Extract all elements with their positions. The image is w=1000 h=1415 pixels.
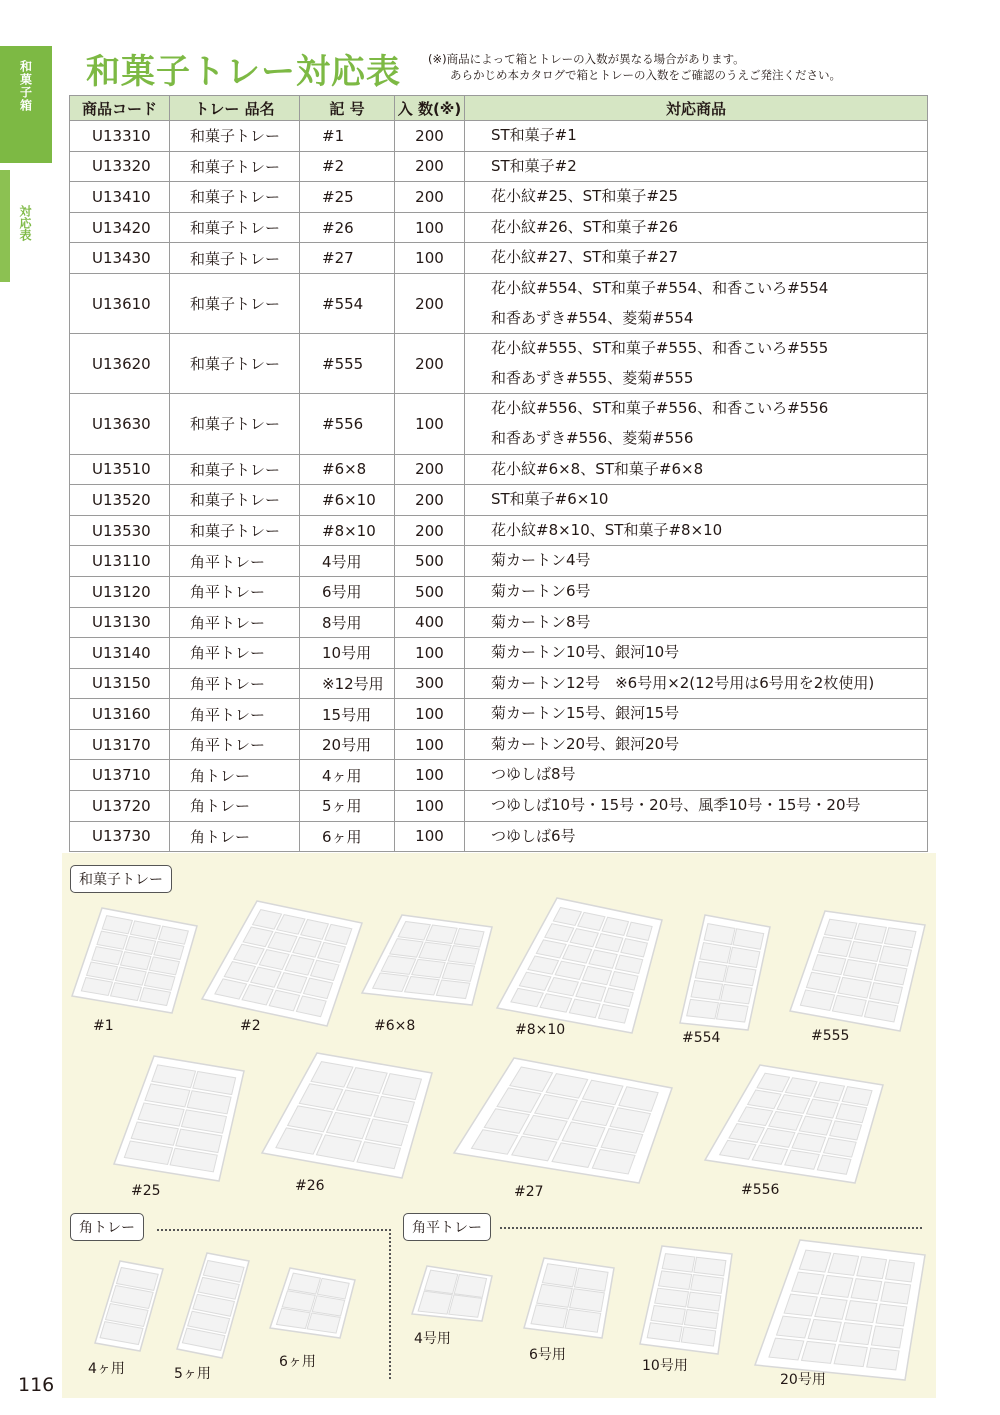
tray-compartment <box>876 1304 907 1326</box>
table-row <box>70 638 928 669</box>
table-row <box>70 212 928 243</box>
cell-symbol: 5ヶ用 <box>300 791 395 822</box>
tray-compartment <box>825 919 857 938</box>
cell-code: U13730 <box>70 821 170 852</box>
cell-qty: 100 <box>395 821 465 852</box>
tray-compartment <box>436 980 469 999</box>
tray-compartment <box>855 923 887 943</box>
col-header-symbol: 記 号 <box>300 96 395 121</box>
cell-products <box>465 760 928 791</box>
caption-6x8: #6×8 <box>374 1018 416 1034</box>
caption-2: #2 <box>240 1018 261 1034</box>
table-row <box>70 791 928 822</box>
cell-qty: 400 <box>395 607 465 638</box>
tray-image-2 <box>202 901 362 1026</box>
tray-compartment <box>828 1253 859 1275</box>
table-row <box>70 729 928 760</box>
tray-image-555 <box>790 911 925 1031</box>
cell-symbol: 20号用 <box>300 729 395 760</box>
tray-compartment <box>695 962 726 982</box>
cell-code: U13430 <box>70 243 170 274</box>
cell-symbol: ※12号用 <box>300 668 395 699</box>
product-line: 花小紋#8×10、ST和菓子#8×10 <box>491 520 723 539</box>
table-row <box>70 546 928 577</box>
photo-panel <box>62 853 936 1398</box>
correspondence-table <box>69 95 928 852</box>
cell-symbol: #1 <box>300 121 395 152</box>
cell-code: U13170 <box>70 729 170 760</box>
cell-code: U13620 <box>70 334 170 394</box>
table-row <box>70 485 928 516</box>
section-label-kakuhira: 角平トレー <box>403 1213 491 1241</box>
cell-symbol: #556 <box>300 394 395 454</box>
tray-compartment <box>769 1338 804 1360</box>
cell-code: U13310 <box>70 121 170 152</box>
cell-name: 角トレー <box>170 791 300 822</box>
cell-name: 和菓子トレー <box>170 334 300 394</box>
cell-qty: 500 <box>395 546 465 577</box>
cell-code: U13630 <box>70 394 170 454</box>
cell-products <box>465 821 928 852</box>
tray-compartment <box>565 1309 601 1332</box>
product-line: 花小紋#554、ST和菓子#554、和香こいろ#554 <box>491 278 829 297</box>
caption-kaku-5: 5ヶ用 <box>174 1366 211 1382</box>
tray-compartment <box>442 963 474 982</box>
product-line: 菊カートン12号 ※6号用×2(12号用は6号用を2枚使用) <box>491 673 875 692</box>
product-line: つゆしば10号・15号・20号、風季10号・15号・20号 <box>491 796 861 815</box>
tray-image-554 <box>680 915 770 1030</box>
cell-symbol: #555 <box>300 334 395 394</box>
table-row <box>70 273 928 333</box>
caption-554: #554 <box>682 1030 721 1046</box>
cell-products <box>465 699 928 730</box>
cell-code: U13720 <box>70 791 170 822</box>
tray-image-1 <box>72 908 197 1013</box>
table-row <box>70 151 928 182</box>
table-row <box>70 394 928 454</box>
tray-compartment <box>574 1268 608 1291</box>
cell-code: U13130 <box>70 607 170 638</box>
cell-name: 和菓子トレー <box>170 212 300 243</box>
tray-compartment <box>808 1319 841 1341</box>
cell-qty: 200 <box>395 182 465 213</box>
tray-compartment <box>651 1305 685 1324</box>
product-line: 菊カートン6号 <box>491 581 591 600</box>
cell-symbol: #27 <box>300 243 395 274</box>
tray-image-27 <box>454 1058 672 1183</box>
tray-compartment <box>784 1294 817 1316</box>
cell-name: 角トレー <box>170 821 300 852</box>
tray-compartment <box>886 1260 915 1282</box>
cell-products <box>465 121 928 152</box>
cell-products <box>465 515 928 546</box>
tray-compartment <box>694 1257 726 1276</box>
cell-products <box>465 546 928 577</box>
cell-qty: 200 <box>395 515 465 546</box>
product-line: 和香あずき#556、菱菊#556 <box>491 428 694 447</box>
section-label-kaku: 角トレー <box>70 1213 144 1241</box>
cell-name: 和菓子トレー <box>170 454 300 485</box>
col-header-products: 対応商品 <box>465 96 928 121</box>
product-line: 花小紋#25、ST和菓子#25 <box>491 187 678 206</box>
cell-products <box>465 212 928 243</box>
cell-symbol: #6×8 <box>300 454 395 485</box>
tray-compartment <box>802 1341 836 1363</box>
product-line: 和香あずき#555、菱菊#555 <box>491 368 694 387</box>
cell-name: 角平トレー <box>170 576 300 607</box>
cell-name: 和菓子トレー <box>170 151 300 182</box>
tray-compartment <box>662 1254 695 1272</box>
cell-code: U13710 <box>70 760 170 791</box>
cell-symbol: 10号用 <box>300 638 395 669</box>
cell-code: U13120 <box>70 576 170 607</box>
tray-image-hira-4 <box>412 1266 492 1321</box>
table-row <box>70 334 928 394</box>
product-line: 花小紋#26、ST和菓子#26 <box>491 217 678 236</box>
tray-image-hira-6 <box>524 1258 614 1338</box>
divider <box>500 1227 922 1229</box>
tray-compartment <box>777 1316 811 1338</box>
tray-compartment <box>885 928 916 948</box>
caption-hira-4: 4号用 <box>414 1331 451 1347</box>
cell-qty: 100 <box>395 791 465 822</box>
tray-compartment <box>867 1348 899 1370</box>
tray-compartment <box>717 1003 749 1022</box>
cell-name: 和菓子トレー <box>170 182 300 213</box>
caption-hira-10: 10号用 <box>642 1358 688 1374</box>
cell-qty: 200 <box>395 485 465 516</box>
tray-compartment <box>570 1289 605 1312</box>
cell-symbol: #2 <box>300 151 395 182</box>
tray-compartment <box>834 1345 867 1367</box>
tray-compartment <box>448 946 479 965</box>
cell-symbol: 8号用 <box>300 607 395 638</box>
tray-compartment <box>821 1275 852 1297</box>
cell-symbol: #25 <box>300 182 395 213</box>
caption-1: #1 <box>93 1018 114 1034</box>
cell-name: 角平トレー <box>170 546 300 577</box>
cell-products <box>465 668 928 699</box>
tray-compartment <box>419 942 451 961</box>
tray-compartment <box>814 1082 845 1101</box>
tray-compartment <box>531 1305 568 1328</box>
tray-compartment <box>721 984 752 1003</box>
tray-compartment <box>815 1297 847 1319</box>
tray-compartment <box>425 1270 458 1293</box>
tray-image-hira-20 <box>755 1240 925 1380</box>
tray-image-kaku-4 <box>95 1261 163 1351</box>
product-line: 菊カートン8号 <box>491 612 591 631</box>
caption-555: #555 <box>811 1028 850 1044</box>
cell-qty: 100 <box>395 760 465 791</box>
table-row <box>70 821 928 852</box>
cell-code: U13140 <box>70 638 170 669</box>
cell-name: 和菓子トレー <box>170 515 300 546</box>
cell-symbol: 6ヶ用 <box>300 821 395 852</box>
cell-code: U13150 <box>70 668 170 699</box>
product-line: 花小紋#555、ST和菓子#555、和香こいろ#555 <box>491 339 829 358</box>
tray-compartment <box>684 1310 718 1329</box>
tray-compartment <box>454 929 484 948</box>
caption-556: #556 <box>741 1182 780 1198</box>
cell-products <box>465 243 928 274</box>
tray-compartment <box>454 1274 486 1297</box>
cell-name: 角平トレー <box>170 668 300 699</box>
cell-products <box>465 729 928 760</box>
table-row <box>70 182 928 213</box>
tray-image-kaku-6 <box>270 1268 355 1338</box>
table-row <box>70 243 928 274</box>
table-row <box>70 699 928 730</box>
caption-hira-20: 20号用 <box>780 1372 826 1388</box>
table-row <box>70 576 928 607</box>
cell-name: 和菓子トレー <box>170 121 300 152</box>
tray-compartment <box>418 1291 452 1314</box>
tray-compartment <box>851 1279 882 1301</box>
cell-name: 和菓子トレー <box>170 394 300 454</box>
cell-products <box>465 273 928 333</box>
tray-image-25 <box>114 1056 244 1181</box>
product-line: つゆしば8号 <box>491 765 576 784</box>
tray-compartment <box>405 976 440 995</box>
product-line: 菊カートン15号、銀河15号 <box>491 704 680 723</box>
cell-symbol: #8×10 <box>300 515 395 546</box>
table-row <box>70 607 928 638</box>
product-line: 和香あずき#554、菱菊#554 <box>491 308 694 327</box>
tray-compartment <box>687 999 719 1018</box>
tray-compartment <box>691 980 723 1000</box>
cell-code: U13320 <box>70 151 170 182</box>
cell-name: 角平トレー <box>170 607 300 638</box>
tray-image-556 <box>705 1065 883 1183</box>
tray-compartment <box>688 1292 721 1311</box>
side-tab-wagashi-box[interactable]: 和菓子箱 <box>0 46 52 163</box>
cell-code: U13520 <box>70 485 170 516</box>
tray-image-26 <box>262 1053 432 1178</box>
cell-qty: 200 <box>395 454 465 485</box>
cell-name: 和菓子トレー <box>170 243 300 274</box>
product-line: ST和菓子#1 <box>491 126 577 144</box>
cell-qty: 100 <box>395 699 465 730</box>
side-tab-correspondence[interactable]: 対応表 <box>18 205 32 241</box>
caption-25: #25 <box>131 1183 161 1199</box>
tray-compartment <box>845 1301 876 1323</box>
product-line: 菊カートン20号、銀河20号 <box>491 734 680 753</box>
cell-products <box>465 576 928 607</box>
divider-vertical <box>389 1229 391 1379</box>
caption-kaku-4: 4ヶ用 <box>88 1361 125 1377</box>
tray-compartment <box>725 966 756 986</box>
tray-compartment <box>840 1323 872 1345</box>
cell-name: 角平トレー <box>170 729 300 760</box>
tray-compartment <box>655 1288 689 1307</box>
product-line: 花小紋#556、ST和菓子#556、和香こいろ#556 <box>491 399 829 418</box>
tray-compartment <box>537 1284 573 1307</box>
tray-image-6x8 <box>362 915 492 1005</box>
cell-products <box>465 182 928 213</box>
cell-qty: 100 <box>395 212 465 243</box>
cell-products <box>465 151 928 182</box>
product-line: 花小紋#6×8、ST和菓子#6×8 <box>491 459 704 478</box>
cell-products <box>465 791 928 822</box>
cell-products <box>465 454 928 485</box>
side-tab-bar <box>0 170 10 282</box>
cell-code: U13420 <box>70 212 170 243</box>
product-line: ST和菓子#2 <box>491 156 577 175</box>
product-line: 花小紋#27、ST和菓子#27 <box>491 248 678 267</box>
cell-name: 和菓子トレー <box>170 485 300 516</box>
divider <box>157 1229 387 1231</box>
tray-image-kaku-5 <box>177 1253 249 1358</box>
cell-qty: 500 <box>395 576 465 607</box>
tray-image-8x10 <box>497 898 662 1033</box>
tray-image-hira-10 <box>640 1246 732 1354</box>
note: (※)商品によって箱とトレーの入数が異なる場合があります。 あらかじめ本カタログで箱とトレーの入数をご確認のうえご発注ください。 <box>428 52 841 82</box>
caption-26: #26 <box>295 1178 325 1194</box>
page-number: 116 <box>18 1374 55 1396</box>
tray-compartment <box>871 1326 902 1348</box>
tray-compartment <box>691 1275 724 1294</box>
cell-qty: 200 <box>395 121 465 152</box>
cell-qty: 300 <box>395 668 465 699</box>
section-label-wagashi: 和菓子トレー <box>70 865 172 893</box>
cell-products <box>465 394 928 454</box>
tray-compartment <box>542 1264 577 1287</box>
cell-symbol: #554 <box>300 273 395 333</box>
table-row <box>70 454 928 485</box>
table-row <box>70 668 928 699</box>
cell-code: U13110 <box>70 546 170 577</box>
col-header-name: トレー 品名 <box>170 96 300 121</box>
cell-products <box>465 638 928 669</box>
cell-symbol: #6×10 <box>300 485 395 516</box>
tray-compartment <box>412 959 445 978</box>
cell-qty: 100 <box>395 394 465 454</box>
cell-qty: 200 <box>395 273 465 333</box>
tray-compartment <box>857 1257 887 1279</box>
tray-compartment <box>658 1271 691 1290</box>
cell-name: 角平トレー <box>170 638 300 669</box>
cell-code: U13410 <box>70 182 170 213</box>
page-title: 和菓子トレー対応表 <box>86 52 401 92</box>
table-row <box>70 121 928 152</box>
cell-code: U13160 <box>70 699 170 730</box>
cell-products <box>465 334 928 394</box>
cell-name: 角平トレー <box>170 699 300 730</box>
tray-compartment <box>449 1295 482 1317</box>
cell-symbol: 4号用 <box>300 546 395 577</box>
cell-products <box>465 607 928 638</box>
cell-qty: 100 <box>395 638 465 669</box>
cell-qty: 200 <box>395 334 465 394</box>
cell-symbol: #26 <box>300 212 395 243</box>
col-header-code: 商品コード <box>70 96 170 121</box>
cell-name: 角トレー <box>170 760 300 791</box>
cell-code: U13530 <box>70 515 170 546</box>
cell-code: U13610 <box>70 273 170 333</box>
product-line: ST和菓子#6×10 <box>491 490 609 509</box>
cell-symbol: 6号用 <box>300 576 395 607</box>
caption-hira-6: 6号用 <box>529 1347 566 1363</box>
tray-compartment <box>881 1282 911 1304</box>
col-header-qty: 入 数(※) <box>395 96 465 121</box>
product-line: 菊カートン4号 <box>491 551 591 570</box>
cell-qty: 100 <box>395 729 465 760</box>
caption-kaku-6: 6ヶ用 <box>279 1354 316 1370</box>
cell-qty: 200 <box>395 151 465 182</box>
caption-8x10: #8×10 <box>515 1022 566 1038</box>
cell-name: 和菓子トレー <box>170 273 300 333</box>
table-row <box>70 760 928 791</box>
cell-qty: 100 <box>395 243 465 274</box>
cell-code: U13510 <box>70 454 170 485</box>
cell-products <box>465 485 928 516</box>
product-line: 菊カートン10号、銀河10号 <box>491 643 680 662</box>
caption-27: #27 <box>514 1184 544 1200</box>
product-line: つゆしば6号 <box>491 826 576 845</box>
table-header-row <box>70 96 928 121</box>
cell-symbol: 4ヶ用 <box>300 760 395 791</box>
cell-symbol: 15号用 <box>300 699 395 730</box>
table-row <box>70 515 928 546</box>
